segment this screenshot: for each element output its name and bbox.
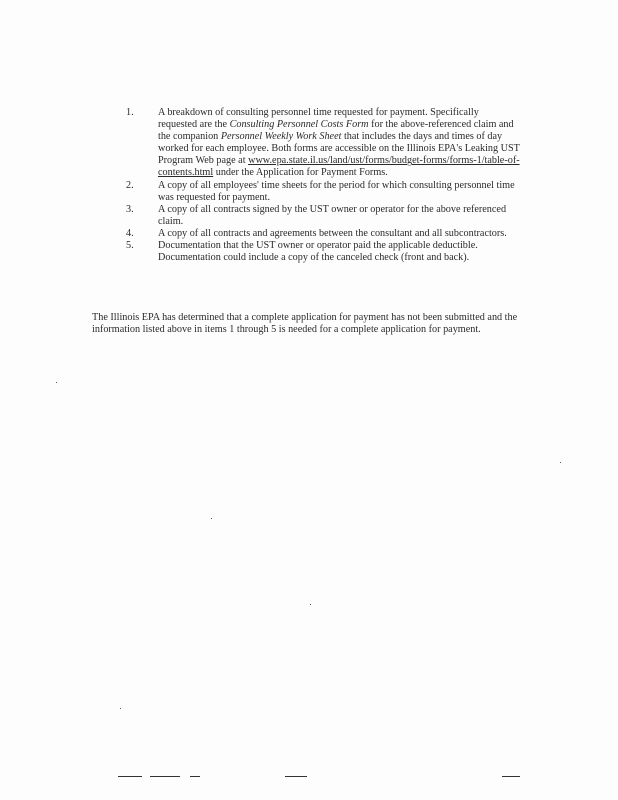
form-name-consulting-personnel-costs: Consulting Personnel Costs Form bbox=[229, 119, 369, 131]
scan-artifact-line bbox=[118, 776, 142, 777]
scan-artifact-line bbox=[150, 776, 180, 777]
item-text-part: for the above-referenced claim and the companion bbox=[158, 119, 514, 143]
form-name-personnel-weekly-work-sheet: Personnel Weekly Work Sheet bbox=[220, 131, 342, 143]
scan-speck bbox=[56, 382, 57, 383]
list-item-text: A copy of all contracts signed by the UST owner or operator for the above referenced claim. bbox=[158, 203, 507, 227]
scan-artifact-line bbox=[190, 776, 200, 777]
scan-artifact-line bbox=[502, 776, 520, 777]
list-item-4 bbox=[120, 228, 520, 240]
list-item-1 bbox=[120, 107, 520, 180]
list-item-number: 3. bbox=[126, 203, 134, 215]
item-text-part: that includes the days and times of day worked for each employee. Both forms are accessible on the Illinois EPA's Leaking UST Program Web page at bbox=[158, 131, 520, 167]
list-item-number: 2. bbox=[126, 179, 134, 191]
list-item-text: A copy of all contracts and agreements between the consultant and all subcontractors. bbox=[158, 227, 507, 239]
list-item-3 bbox=[120, 204, 520, 228]
list-item-text: A copy of all employees' time sheets for the period for which consulting personnel time was requested for payment. bbox=[158, 179, 515, 203]
forms-web-link[interactable]: www.epa.state.il.us/land/ust/forms/budget-forms/forms-1/table-of-contents.html bbox=[158, 155, 520, 179]
scan-speck bbox=[120, 708, 121, 709]
item-text-part: under the Application for Payment Forms. bbox=[213, 167, 388, 179]
item-text-part: A breakdown of consulting personnel time requested for payment. Specifically requested are the bbox=[158, 107, 479, 131]
scan-artifact-line bbox=[285, 776, 307, 777]
scan-speck bbox=[211, 518, 212, 519]
list-item-number: 4. bbox=[126, 227, 134, 239]
scan-speck bbox=[310, 604, 311, 605]
list-item-text bbox=[158, 107, 520, 180]
list-item-number: 1. bbox=[126, 107, 134, 118]
closing-paragraph: The Illinois EPA has determined that a complete application for payment has not been submitted and the information listed above in items 1 through 5 is needed for a complete application for payment. bbox=[92, 312, 518, 336]
list-item-2 bbox=[120, 180, 520, 204]
list-item-number: 5. bbox=[126, 240, 134, 252]
scan-speck bbox=[560, 462, 561, 463]
list-item-5 bbox=[120, 240, 520, 264]
required-documents-list bbox=[120, 107, 520, 264]
list-item-text: Documentation that the UST owner or operator paid the applicable deductible. Documentation could include a copy of the canceled check (front and back). bbox=[158, 240, 478, 264]
